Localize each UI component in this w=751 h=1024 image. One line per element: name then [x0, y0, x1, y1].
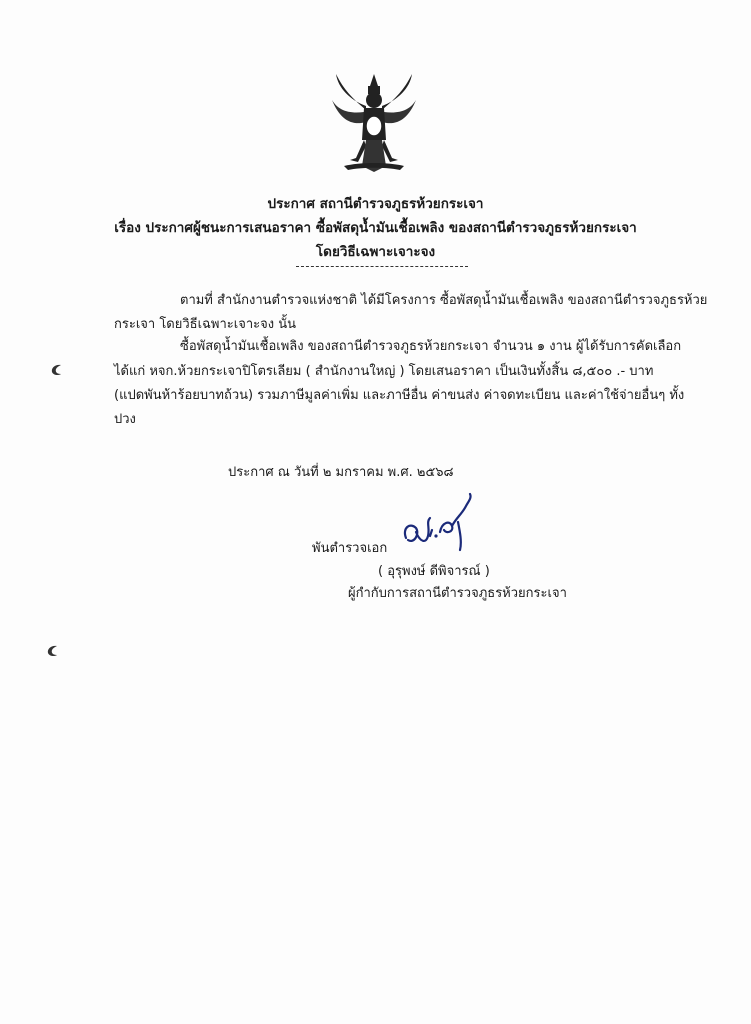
title-divider — [296, 266, 468, 267]
handwritten-signature — [400, 492, 480, 554]
paragraph-1-line-2: กระเจา โดยวิธีเฉพาะเจาะจง นั้น — [114, 317, 296, 332]
announcement-title: ประกาศ สถานีตำรวจภูธรห้วยกระเจา — [267, 196, 484, 212]
punch-hole-icon — [50, 363, 64, 377]
paragraph-2-line-2: ได้แก่ หจก.ห้วยกระเจาปิโตรเลียม ( สำนักงานใหญ่ ) โดยเสนอราคา เป็นเงินทั้งสิ้น ๘,๕๐๐ .- บาท — [114, 364, 654, 379]
paragraph-1-line-1: ตามที่ สำนักงานตำรวจแห่งชาติ ได้มีโครงการ ซื้อพัสดุน้ำมันเชื้อเพลิง ของสถานีตำรวจภูธรห้วย — [180, 293, 708, 308]
announcement-subject: เรื่อง ประกาศผู้ชนะการเสนอราคา ซื้อพัสดุน้ำมันเชื้อเพลิง ของสถานีตำรวจภูธรห้วยกระเจา — [114, 220, 637, 236]
paragraph-2-line-3: (แปดพันห้าร้อยบาทถ้วน) รวมภาษีมูลค่าเพิ่ม และภาษีอื่น ค่าขนส่ง ค่าจดทะเบียน และค่าใช้จ่ายอื่นๆ ทั้ง — [114, 388, 685, 403]
garuda-emblem-icon — [330, 70, 418, 174]
signatory-position: ผู้กำกับการสถานีตำรวจภูธรห้วยกระเจา — [348, 586, 567, 601]
announcement-method: โดยวิธีเฉพาะเจาะจง — [315, 244, 436, 260]
announcement-date: ประกาศ ณ วันที่ ๒ มกราคม พ.ศ. ๒๕๖๘ — [228, 465, 454, 480]
paragraph-2-line-4: ปวง — [114, 412, 136, 427]
signatory-rank: พันตำรวจเอก — [312, 541, 388, 556]
punch-hole-icon — [46, 644, 60, 658]
signatory-name: ( อุรุพงษ์ ดีพิจารณ์ ) — [378, 564, 490, 579]
paragraph-2-line-1: ซื้อพัสดุน้ำมันเชื้อเพลิง ของสถานีตำรวจภูธรห้วยกระเจา จำนวน ๑ งาน ผู้ได้รับการคัดเลือก — [180, 339, 682, 354]
